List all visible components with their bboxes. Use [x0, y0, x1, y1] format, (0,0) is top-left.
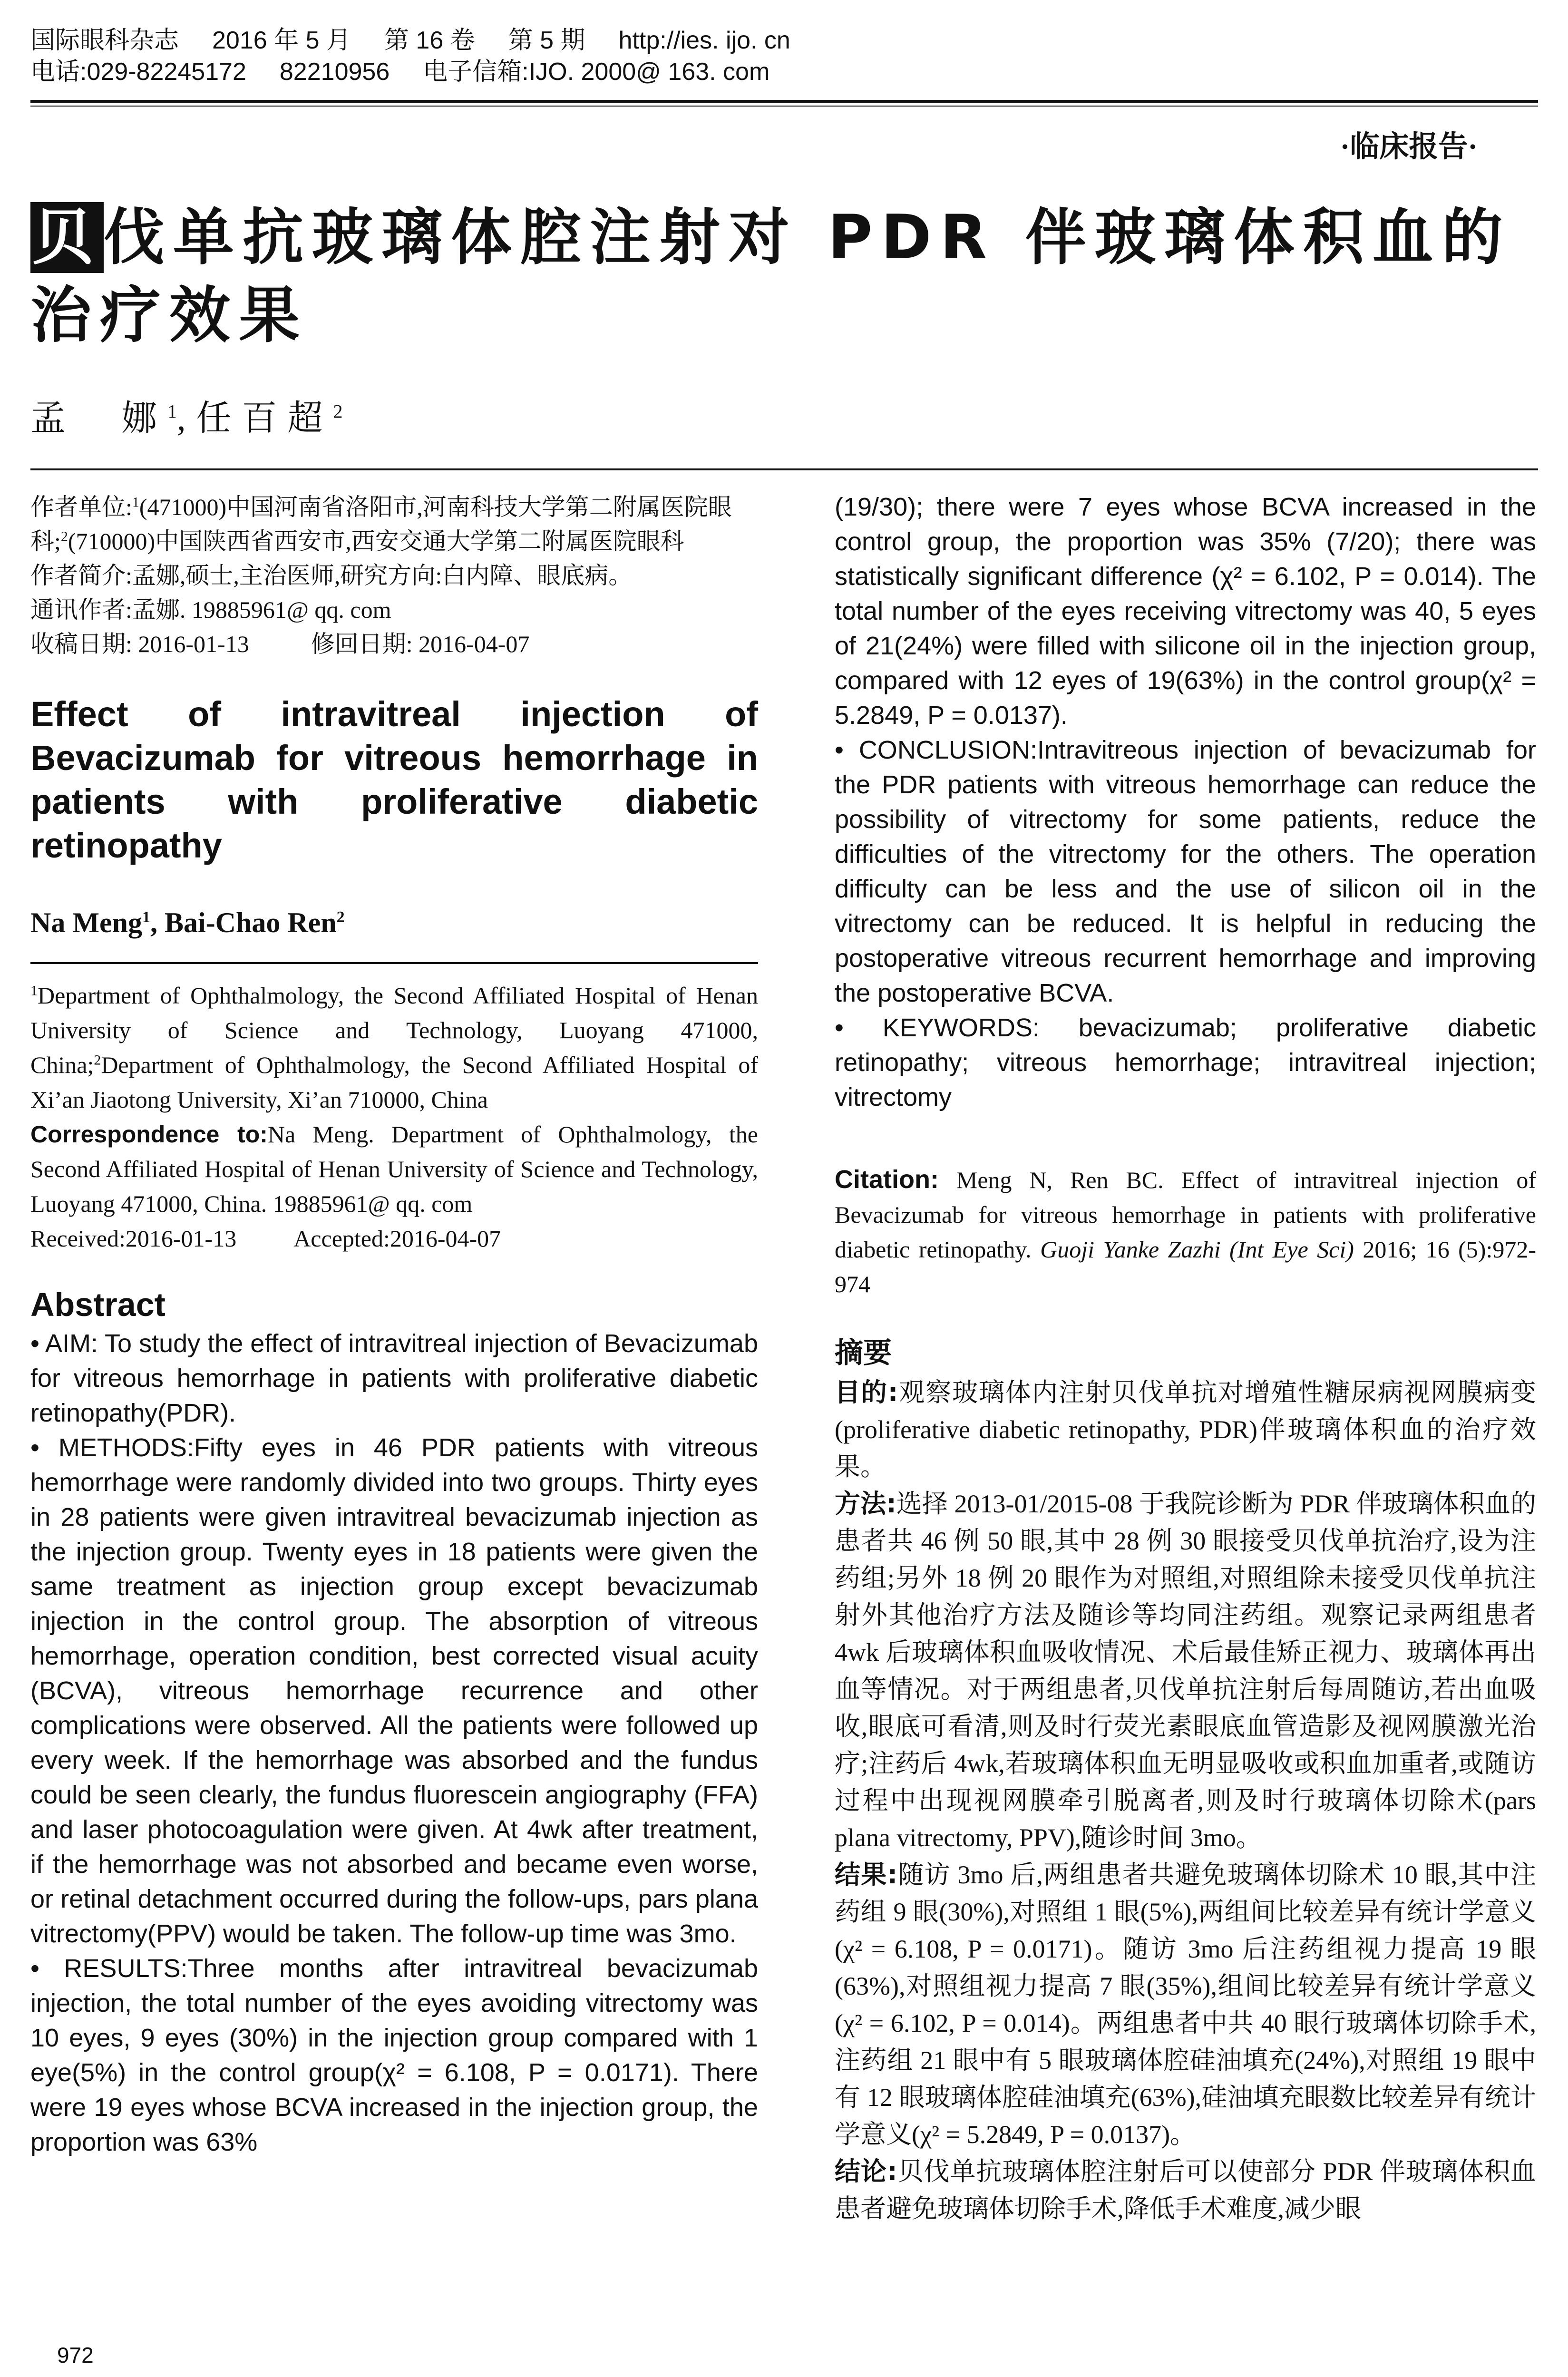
title-first-char: 贝: [30, 202, 104, 273]
affil-sup-1: 1: [132, 494, 139, 510]
cn-methods: [835, 1485, 1536, 1856]
cn-results: [835, 1856, 1536, 2153]
abstract-aim: [30, 1326, 758, 1431]
results-text-left: Three months after intravitreal bevacizumab injection, the total number of the eyes avoiding vitrectomy was 10 eyes, 9 eyes (30%) in the injection group compared with 1 eye(5%) in the control group(χ² = 6.108, P = 0.0171). There were 19 eyes whose BCVA increased in the injection group, the proportion was 63%: [30, 1954, 758, 2156]
cn-methods-text: 选择 2013-01/2015-08 于我院诊断为 PDR 伴玻璃体积血的患者共 46 例 50 眼,其中 28 例 30 眼接受贝伐单抗治疗,设为注药组;另外 18 例 20 眼作为对照组,对照组除未接受贝伐单抗注射外其他治疗方法及随诊等均同注药组。观察记录两组患者 4wk 后玻璃体积血吸收情况、术后最佳矫正视力、玻璃体再出血等情况。对于两组患者,贝伐单抗注射后每周随访,若出血吸收,眼底可看清,则及时行荧光素眼底血管造影及视网膜激光治疗;注药后 4wk,若玻璃体积血无明显吸收或积血加重者,或随访过程中出现视网膜牵引脱离者,则及时行玻璃体切除术(pars plana vitrectomy, PPV),随诊时间 3mo。: [835, 1490, 1536, 1852]
abstract-keywords: [835, 1011, 1536, 1115]
author-bio: 作者简介:孟娜,硕士,主治医师,研究方向:白内障、眼底病。: [30, 562, 633, 589]
cn-results-label: 结果:: [835, 1860, 898, 1890]
affil-1: (471000)中国河南省洛阳市,河南科技大学第二附属医院眼科;: [30, 494, 732, 555]
cn-methods-label: 方法:: [835, 1489, 896, 1519]
cn-conclusion: [835, 2153, 1536, 2227]
page-number: 972: [57, 2343, 94, 2367]
cn-conclusion-text: 贝伐单抗玻璃体腔注射后可以使部分 PDR 伴玻璃体积血患者避免玻璃体切除手术,降低手术难度,减少眼: [835, 2157, 1536, 2223]
header-rule: [30, 100, 1538, 103]
cn-aim-text: 观察玻璃体内注射贝伐单抗对增殖性糖尿病视网膜病变(proliferative diabetic retinopathy, PDR)伴玻璃体积血的治疗效果。: [835, 1378, 1536, 1481]
results-label: • RESULTS:: [30, 1954, 188, 1983]
en-author-sep: ,: [150, 907, 165, 938]
cn-conclusion-label: 结论:: [835, 2156, 897, 2186]
abstract-results: [30, 1951, 758, 2160]
conclusion-text: Intravitreous injection of bevacizumab for the PDR patients with vitreous hemorrhage can reduce the possibility of vitrectomy for some patients, reduce the difficulties of the vitrectomy for the others. The operation difficulty can be less and the use of silicon oil in the vitrectomy can be reduced. It is helpful in reducing the postoperative vitreous recurrent hemorrhage and improving the postoperative BCVA.: [835, 736, 1536, 1007]
citation-tail: 2016; 16 (5):972-974: [835, 1236, 1536, 1297]
page-title: [30, 199, 1543, 355]
citation-label: Citation:: [835, 1165, 939, 1194]
section-label: ·临床报告·: [1340, 131, 1478, 163]
cn-aim-label: 目的:: [835, 1377, 898, 1407]
author-1-sup: 1: [167, 400, 177, 422]
header-rule-thin: [30, 106, 1538, 107]
en-affil-1: Department of Ophthalmology, the Second Affiliated Hospital of Henan University of Science and Technology, Luoyang 471000, China;: [30, 982, 758, 1078]
en-author-1-sup: 1: [142, 908, 150, 926]
journal-url: http://ies. ijo. cn: [618, 27, 790, 54]
abstract-conclusion: [835, 733, 1536, 1011]
methods-label: • METHODS:: [30, 1433, 194, 1462]
en-author-2: Bai-Chao Ren: [164, 907, 337, 938]
author-1: 孟 娜: [30, 399, 167, 438]
volume: 第 16 卷: [384, 27, 475, 54]
issue: 第 5 期: [508, 27, 585, 54]
en-author-1: Na Meng: [30, 907, 142, 938]
left-column: [30, 490, 758, 2160]
email: 电子信箱:IJO. 2000@ 163. com: [423, 58, 770, 86]
received-cn: 收稿日期: 2016-01-13: [30, 631, 249, 657]
revised-cn: 修回日期: 2016-04-07: [311, 631, 530, 657]
keywords-text: bevacizumab; proliferative diabetic retinopathy; vitreous hemorrhage; intravitreal injection; vitrectomy: [835, 1013, 1536, 1111]
dates-cn: [30, 627, 758, 661]
abstract-methods: [30, 1431, 758, 1951]
aim-label: • AIM:: [30, 1329, 98, 1358]
journal-name: 国际眼科杂志: [30, 27, 179, 54]
title-rest: 伐单抗玻璃体腔注射对 PDR 伴玻璃体积血的治疗效果: [30, 202, 1511, 351]
issue-date: 2016 年 5 月: [212, 27, 351, 54]
corresponding-author: 通讯作者:孟娜. 19885961@ qq. com: [30, 596, 391, 623]
abstract-heading: Abstract: [30, 1286, 166, 1323]
en-dates: [30, 1221, 758, 1256]
citation-text: Meng N, Ren BC. Effect of intravitreal injection of Bevacizumab for vitreous hemorrhage in patients with proliferative diabetic retinopathy.: [835, 1167, 1536, 1263]
affil-2: (710000)中国陕西省西安市,西安交通大学第二附属医院眼科: [68, 528, 684, 555]
cn-aim: [835, 1374, 1536, 1485]
en-affil-sup-2: 2: [94, 1052, 101, 1068]
citation-journal: Guoji Yanke Zazhi (Int Eye Sci): [1040, 1236, 1354, 1263]
en-title: Effect of intravitreal injection of Bevacizumab for vitreous hemorrhage in patients with proliferative diabetic retinopathy: [30, 694, 758, 865]
phone-2: 82210956: [279, 58, 390, 86]
cn-abstract-heading: 摘要: [835, 1337, 892, 1369]
en-affil-2: Department of Ophthalmology, the Second Affiliated Hospital of Xi’an Jiaotong University, Xi’an 710000, China: [30, 1052, 758, 1113]
right-column: [835, 490, 1536, 2227]
received-en: Received:2016-01-13: [30, 1225, 237, 1252]
affil-sup-2: 2: [60, 528, 68, 545]
cn-affiliation: [30, 490, 758, 558]
en-author-2-sup: 2: [336, 908, 345, 926]
journal-header: [30, 25, 1538, 88]
keywords-label: • KEYWORDS:: [835, 1013, 1040, 1042]
en-affil-sup-1: 1: [30, 983, 38, 999]
author-rule: [30, 962, 758, 964]
en-authors: [30, 906, 758, 939]
methods-text: Fifty eyes in 46 PDR patients with vitreous hemorrhage were randomly divided into two groups. Thirty eyes in 28 patients were given intravitreal bevacizumab injection as the injection group. Twenty eyes in 18 patients were given the same treatment as injection group except bevacizumab injection in the control group. The absorption of vitreous hemorrhage, operation condition, best corrected visual acuity (BCVA), vitreous hemorrhage recurrence and other complications were observed. All the patients were followed up every week. If the hemorrhage was absorbed and the fundus could be seen clearly, the fundus fluorescein angiography (FFA) and laser photocoagulation were given. At 4wk after treatment, if the hemorrhage was not absorbed and became even worse, or retinal detachment occurred during the follow-ups, pars plana vitrectomy(PPV) would be taken. The follow-up time was 3mo.: [30, 1433, 758, 1948]
author-2: 任百超: [196, 399, 333, 438]
accepted-en: Accepted:2016-04-07: [293, 1225, 501, 1252]
abstract-results-continued: (19/30); there were 7 eyes whose BCVA increased in the control group, the proportion was 35% (7/20); there was statistically significant difference (χ² = 6.102, P = 0.014). The total number of the eyes receiving vitrectomy was 40, 5 eyes of 21(24%) were filled with silicone oil in the injection group, compared with 12 eyes of 19(63%) in the control group(χ² = 5.2849, P = 0.0137).: [835, 493, 1536, 730]
cn-results-text: 随访 3mo 后,两组患者共避免玻璃体切除术 10 眼,其中注药组 9 眼(30%),对照组 1 眼(5%),两组间比较差异有统计学意义(χ² = 6.108, P = 0.0171)。随访 3mo 后注药组视力提高 19 眼(63%),对照组视力提高 7 眼(35%),组间比较差异有统计学意义(χ² = 6.102, P = 0.014)。两组患者中共 40 眼行玻璃体切除手术,注药组 21 眼中有 5 眼玻璃体腔硅油填充(24%),对照组 19 眼中有 12 眼玻璃体腔硅油填充(63%),硅油填充眼数比较差异有统计学意义(χ² = 5.2849, P = 0.0137)。: [835, 1861, 1536, 2149]
affil-label: 作者单位:: [30, 494, 132, 520]
author-separator: ,: [177, 399, 196, 438]
en-affiliation: [30, 978, 758, 1117]
en-correspondence: [30, 1117, 758, 1221]
cn-authors: [30, 390, 343, 440]
conclusion-label: • CONCLUSION:: [835, 736, 1037, 764]
author-2-sup: 2: [333, 400, 343, 422]
aim-text: To study the effect of intravitreal injection of Bevacizumab for vitreous hemorrhage in patients with proliferative diabetic retinopathy(PDR).: [30, 1329, 758, 1427]
citation: [835, 1162, 1536, 1302]
title-rule: [30, 468, 1538, 470]
corr-text: Na Meng. Department of Ophthalmology, the Second Affiliated Hospital of Henan University of Science and Technology, Luoyang 471000, China. 19885961@ qq. com: [30, 1121, 758, 1217]
phone: 电话:029-82245172: [30, 58, 246, 86]
corr-label: Correspondence to:: [30, 1121, 268, 1148]
